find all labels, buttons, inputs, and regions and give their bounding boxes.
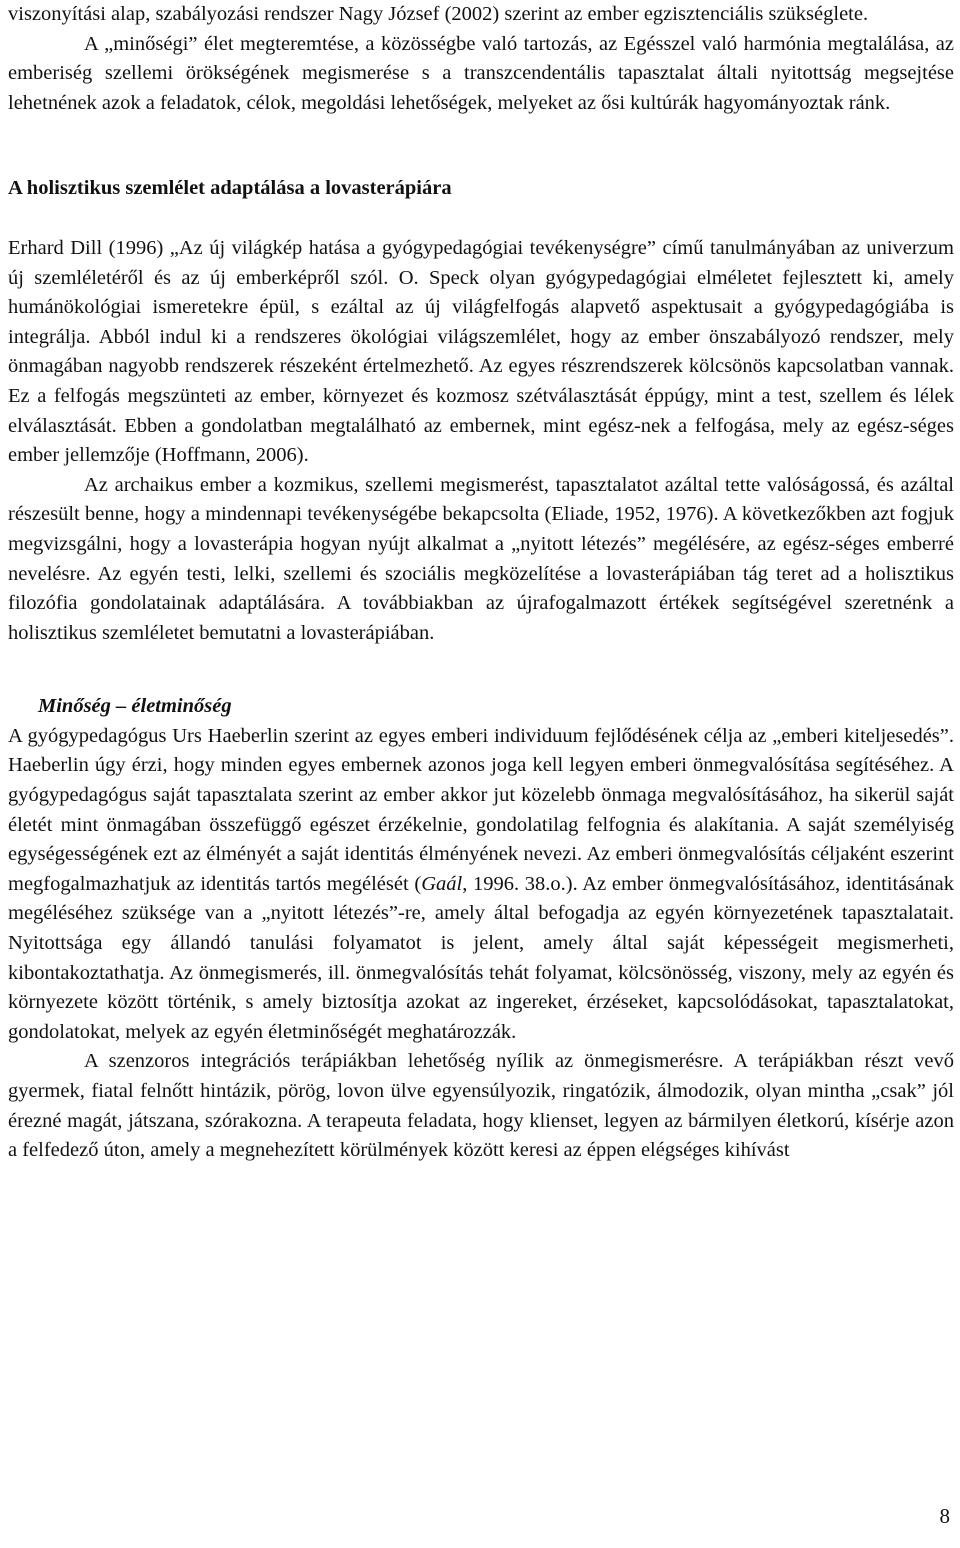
document-page [8,0,954,1166]
holistic-paragraph-2: Az archaikus ember a kozmikus, szellemi megismerést, tapasztalatot azáltal tette valóságossá, és azáltal részesült benne, hogy a mindennapi tevékenységébe bekapcsolta (Eliade, 1952, 1976). A következőkben azt fogjuk megvizsgálni, hogy a lovasterápia hogyan nyújt alkalmat a „nyitott létezés” megélésére, az egész-séges emberré nevelésre. Az egyén testi, lelki, szellemi és szociális megközelítése a lovasterápiában tág teret ad a holisztikus filozófia gondolatainak adaptálására. A továbbiakban az újrafogalmazott értékek segítségével szeretnénk a holisztikus szemléletet bemutatni a lovasterápiában. [8,473,954,644]
quality-paragraph-2: A szenzoros integrációs terápiákban lehetőség nyílik az önmegismerésre. A terápiákban részt vevő gyermek, fiatal felnőtt hintázik, pörög, lovon ülve egyensúlyozik, ringatózik, álmodozik, olyan mintha „csak” jól érezné magát, játszana, szórakozna. A terapeuta feladata, hogy klienset, legyen az bármilyen életkorú, kísérje azon a felfedező úton, amely a megnehezített körülmények között keresi az éppen elégséges kihívást [8,1050,954,1162]
section-heading-holistic: A holisztikus szemlélet adaptálása a lovasterápiára [8,177,452,200]
quality-paragraph-1-part-a: A gyógypedagógus Urs Haeberlin szerint az egyes emberi individuum fejlődésének célja az „emberi kiteljesedés”. Haeberlin úgy érzi, hogy minden egyes embernek azonos joga kell legyen emberi önmegvalósítása segítéséhez. A gyógypedagógus saját tapasztalata szerint az ember akkor jut közelebb önmaga megvalósításához, ha sikerül saját életét mint önmagában összefüggő egészet érzékelnie, gondolatilag felfognia és alakítania. A saját személyiség egységességének ezt az élményét a saját identitás élményének nevezi. Az emberi önmegvalósítás céljaként eszerint megfogalmazhatjuk az identitás tartós megélését ( [8,724,954,895]
section-heading-quality: Minőség – életminőség [38,695,232,718]
quality-paragraph-1-part-b: , 1996. 38.o.). Az ember önmegvalósításához, identitásának megéléséhez szüksége van a „nyitott létezés”-re, amely által befogadja az egyén környezetének tapasztalatait. Nyitottsága egy állandó tanulási folyamatot is jelent, amely által saját képességeit megismerheti, kibontakoztathatja. Az önmegismerés, ill. önmegvalósítás tehát folyamat, kölcsönösség, viszony, mely az egyén és környezete között történik, s amely biztosítja azokat az ingereket, érzéseket, kapcsolódásokat, tapasztalatokat, gondolatokat, melyek az egyén életminőségét meghatározzák. [8,872,954,1043]
intro-paragraph-1: viszonyítási alap, szabályozási rendszer Nagy József (2002) szerint az ember egzisztenciális szükséglete. [8,3,869,25]
holistic-paragraph-1: Erhard Dill (1996) „Az új világkép hatása a gyógypedagógiai tevékenységre” című tanulmányában az univerzum új szemléletéről és az új emberképről szól. O. Speck olyan gyógypedagógiai elméletet fejlesztett ki, amely humánökológiai ismeretekre épül, s ezáltal az új világfelfogás alapvető aspektusait a gyógypedagógiába is integrálja. Abból indul ki a rendszeres ökológiai világszemlélet, hogy az ember önszabályozó rendszer, mely önmagában nagyobb rendszerek részeként értelmezhető. Az egyes részrendszerek kölcsönös kapcsolatban vannak. Ez a felfogás megszünteti az ember, környezet és kozmosz szétválasztását éppúgy, mint a test, szellem és lélek elválasztását. Ebben a gondolatban megtalálható az embernek, mint egész-nek a felfogása, mely az egész-séges ember jellemzője (Hoffmann, 2006). [8,236,954,467]
quality-paragraph-1 [8,722,954,1048]
citation-author-italic: Gaál [421,872,463,895]
page-number: 8 [939,1504,950,1528]
intro-paragraph-2: A „minőségi” élet megteremtése, a közösségbe való tartozás, az Egésszel való harmónia megtalálása, az emberiség szellemi örökségének megismerése s a transzcendentális tapasztalat általi nyitottság megsejtése lehetnének azok a feladatok, célok, megoldási lehetőségek, melyeket az ősi kultúrák hagyományoztak ránk. [8,32,954,114]
